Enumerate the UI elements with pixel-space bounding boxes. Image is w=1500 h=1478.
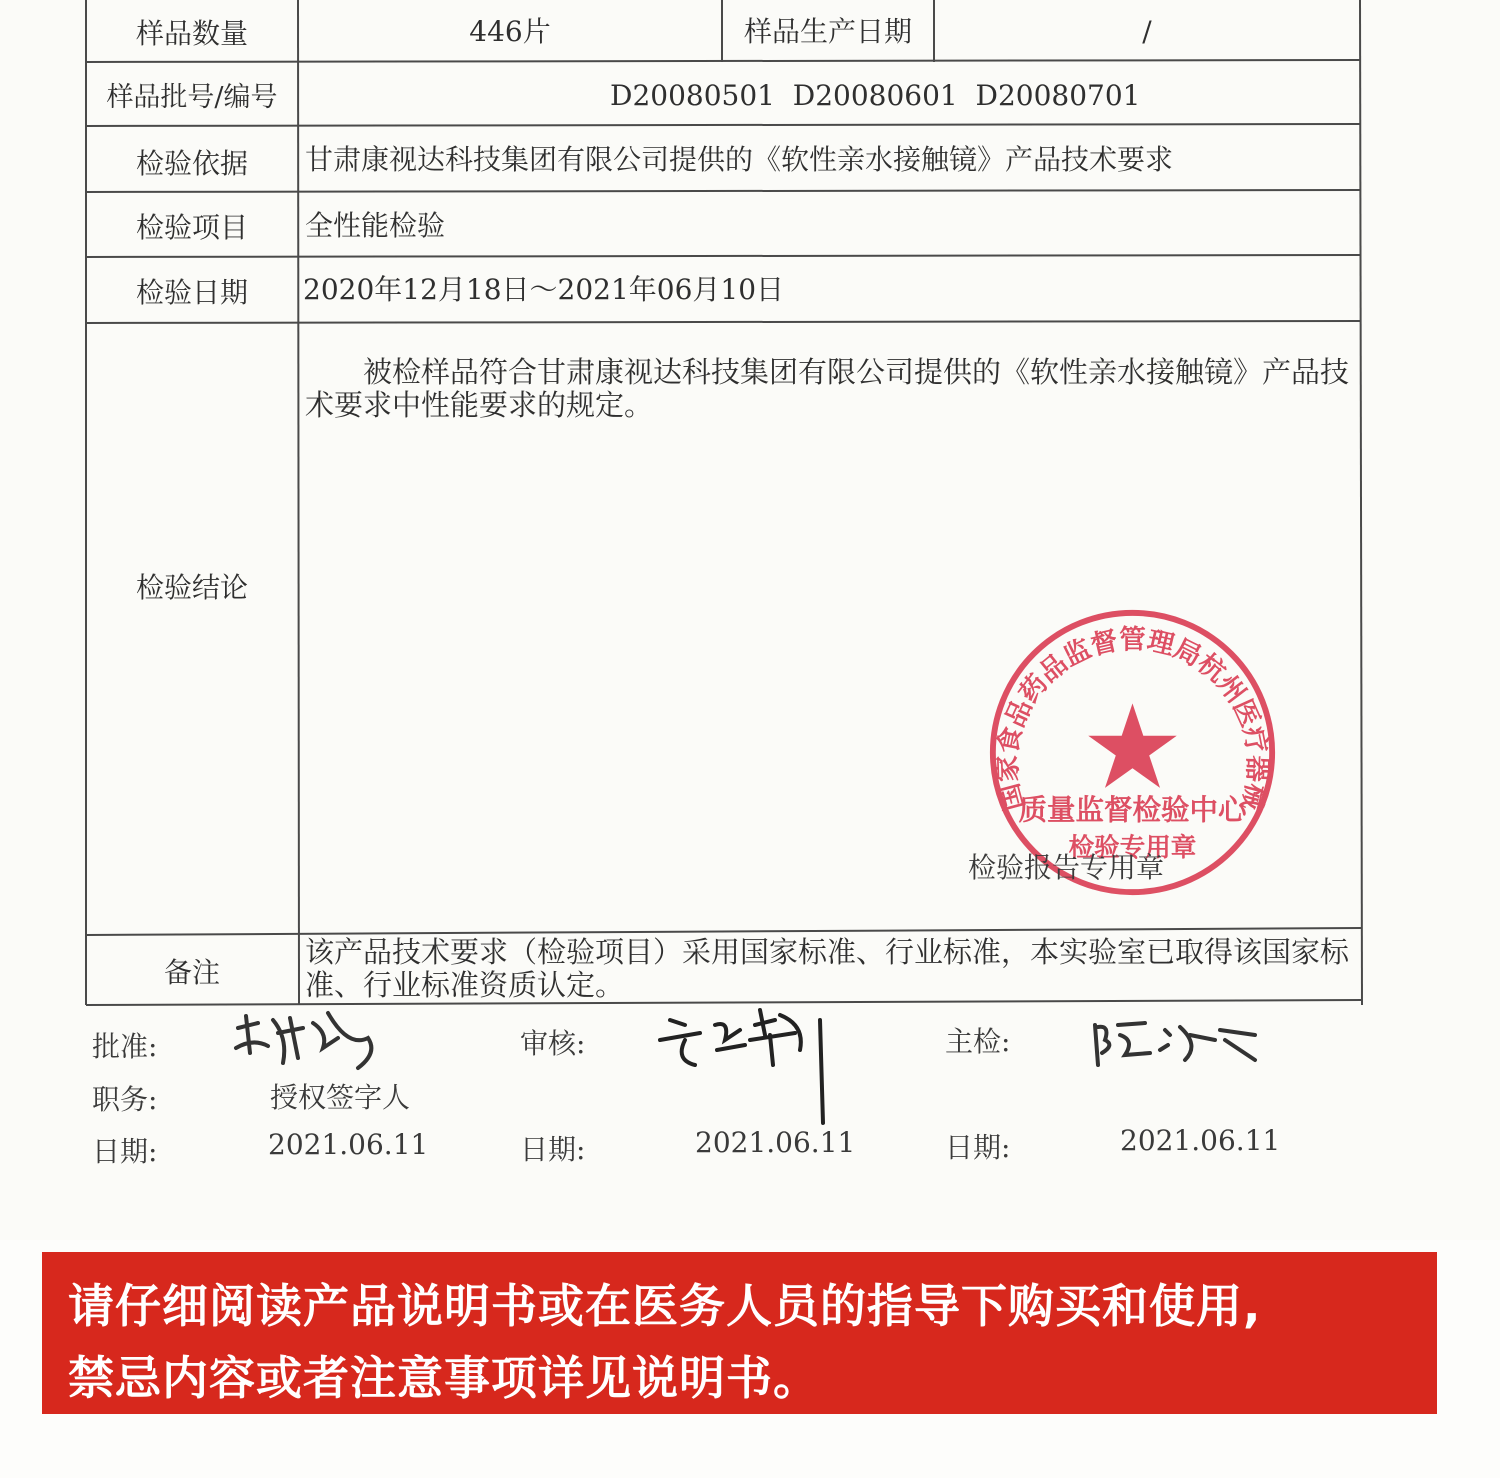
approve-date-label: 日期:	[92, 1135, 158, 1168]
production-date-label: 样品生产日期	[743, 15, 912, 48]
inspection-date-label: 检验日期	[135, 276, 248, 309]
batch-number-value: D20080501 D20080601 D20080701	[610, 79, 1141, 112]
inspector-signature	[1090, 1015, 1260, 1075]
title-label: 职务:	[92, 1083, 158, 1116]
approver-signature	[228, 1008, 388, 1078]
seal-inner-text: 质量监督检验中心	[1018, 792, 1247, 827]
reviewer-signature	[655, 1005, 845, 1130]
production-date-value: /	[1142, 15, 1152, 48]
inspection-basis-label: 检验依据	[135, 147, 248, 180]
review-label: 审核:	[520, 1027, 586, 1060]
inspector-date-value: 2021.06.11	[1120, 1124, 1281, 1157]
inspector-date-label: 日期:	[945, 1131, 1011, 1164]
seal-outer-text: 国家食品药品监督管理局杭州医疗器械	[992, 624, 1273, 814]
inspection-item-value: 全性能检验	[305, 209, 446, 242]
title-value: 授权签字人	[270, 1081, 411, 1114]
sample-quantity-value: 446片	[469, 15, 551, 48]
inspection-basis-value: 甘肃康视达科技集团有限公司提供的《软性亲水接触镜》产品技术要求	[305, 143, 1174, 176]
seal-bottom-text: 检验专用章	[1068, 832, 1197, 863]
warning-line-1: 请仔细阅读产品说明书或在医务人员的指导下购买和使用,	[68, 1279, 1262, 1333]
review-date-value: 2021.06.11	[695, 1126, 856, 1159]
seal-caption: 检验报告专用章	[968, 851, 1165, 884]
review-date-label: 日期:	[520, 1133, 586, 1166]
inspector-label: 主检:	[945, 1025, 1011, 1058]
approve-label: 批准:	[92, 1030, 158, 1063]
inspection-date-value: 2020年12月18日～2021年06月10日	[303, 273, 785, 306]
sample-quantity-label: 样品数量	[135, 17, 248, 50]
inspection-conclusion-label: 检验结论	[135, 571, 248, 604]
warning-line-2: 禁忌内容或者注意事项详见说明书。	[68, 1351, 820, 1405]
warning-banner	[42, 1252, 1437, 1414]
batch-number-label: 样品批号/编号	[106, 82, 278, 113]
remarks-text: 该产品技术要求（检验项目）采用国家标准、行业标准，本实验室已取得该国家标准、行业标准资质认定。	[305, 935, 1350, 1002]
inspection-conclusion-text: 被检样品符合甘肃康视达科技集团有限公司提供的《软性亲水接触镜》产品技术要求中性能要求的规定。	[305, 355, 1350, 422]
inspection-item-label: 检验项目	[135, 211, 248, 244]
remarks-label: 备注	[163, 956, 220, 989]
approve-date-value: 2021.06.11	[268, 1128, 429, 1161]
